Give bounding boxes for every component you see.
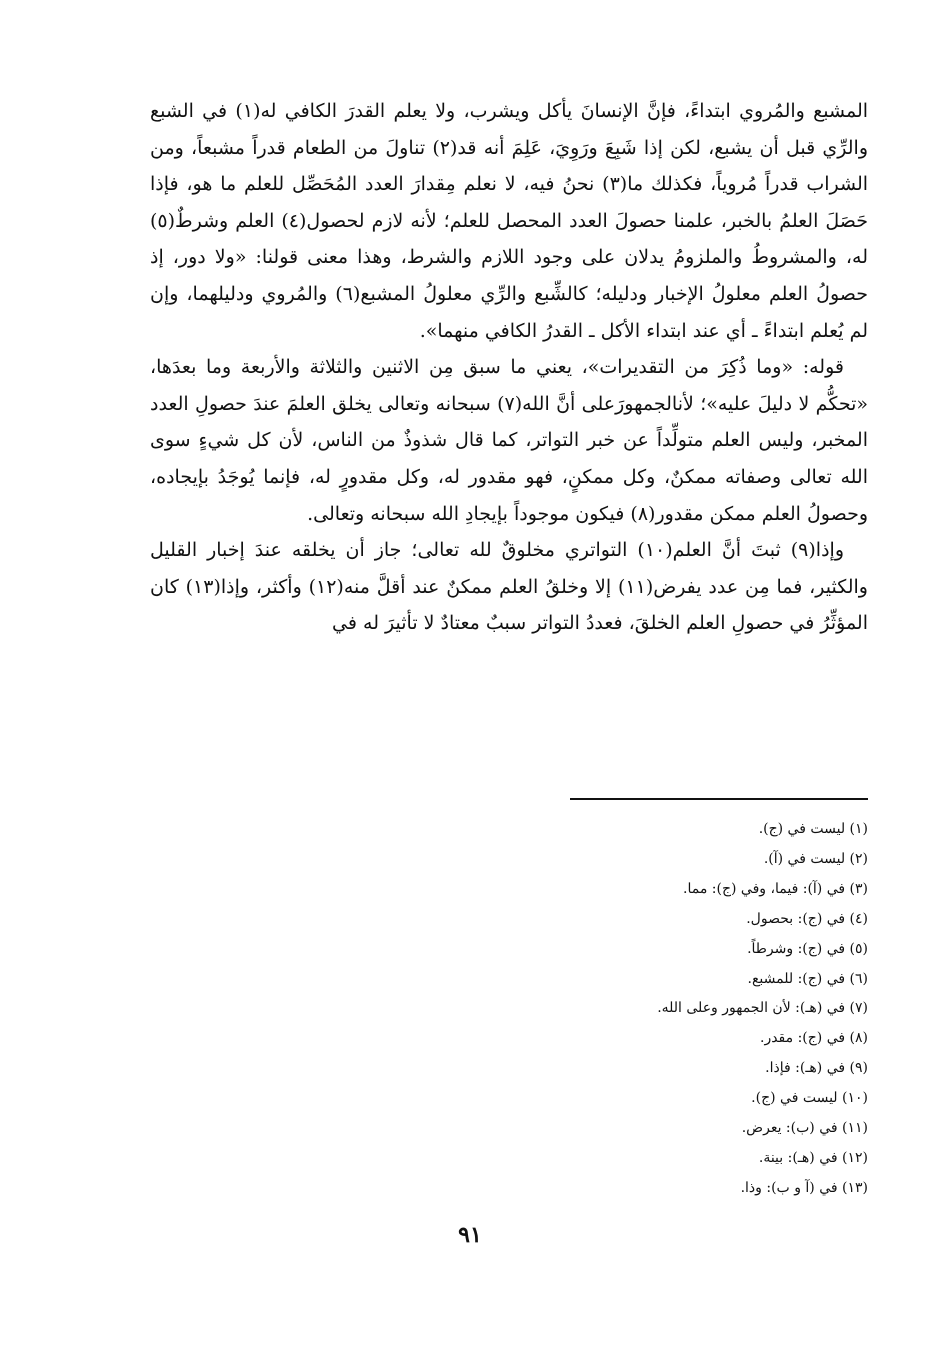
footnote: (٣) في (آ): فيما، وفي (ج): مما. <box>683 880 868 897</box>
footnotes <box>420 815 868 1204</box>
footnote: (١٢) في (هـ): بينة. <box>758 1149 868 1166</box>
paragraph: وإذا(٩) ثبتَ أنَّ العلم(١٠) التواتري مخلوقٌ لله تعالى؛ جاز أن يخلقه عندَ إخبار القليل والكثير، فما مِن عدد يفرض(١١) إلا وخلقُ العلم ممكنٌ عند أقلَّ منه(١٢) وأكثر، وإذا(١٣) كان المؤثِّرُ في حصولِ العلم الخلقَ، فعددُ التواتر سببٌ معتادٌ لا تأثيرَ له في <box>150 539 868 635</box>
paragraph: المشبع والمُروي ابتداءً، فإنَّ الإنسانَ يأكل ويشرب، ولا يعلم القدرَ الكافي له(١) في الشبع والرِّي قبل أن يشبع، لكن إذا شَبِعَ ورَوِيَ، عَلِمَ أنه قد(٢) تناولَ من الطعام قدراً مشبعاً، ومن الشراب قدراً مُروياً، فكذلك ما(٣) نحنُ فيه، لا نعلم مِقدارَ العدد المُحَصِّل للعلم ما هو، فإذا حَصَلَ العلمُ بالخبر، علمنا حصولَ العدد المحصل للعلم؛ لأنه لازم لحصول(٤) العلم وشرطٌ(٥) له، والمشروطُ والملزومُ يدلان على وجود اللازم والشرط، وهذا معنى قولنا: «ولا دور، إذ حصولُ العلم معلولُ الإخبار ودليله؛ كالشِّبع والرِّي معلولُ المشبع(٦) والمُروي ودليلهما، وإن لم يُعلم ابتداءً ـ أي عند ابتداء الأكل ـ القدرُ الكافي منهما». <box>150 100 869 342</box>
page-number: ٩١ <box>458 1222 482 1248</box>
main-text <box>150 93 868 642</box>
footnote: (٦) في (ج): للمشبع. <box>747 970 868 987</box>
footnote: (٨) في (ج): مقدر. <box>760 1030 868 1047</box>
footnote: (١٠) ليست في (ج). <box>751 1090 868 1107</box>
footnote-separator <box>570 798 868 800</box>
paragraph: قوله: «وما ذُكِرَ من التقديرات»، يعني ما سبق مِن الاثنين والثلاثة والأربعة وما بعدَها، «تحكُّم لا دليلَ عليه»؛ لأنالجمهورَعلى أنَّ الله(٧) سبحانه وتعالى يخلق العلمَ عندَ حصولِ العدد المخبر، وليس العلم متولِّداً عن خبر التواتر، كما قال شذوذٌ من الناس، لأن كل شيءٍ سوى الله تعالى وصفاته ممكنٌ، وكل ممكنٍ، فهو مقدور له، وكل مقدورٍ له، فإنما يُوجَدُ بإيجاده، وحصولُ العلم ممكن مقدور(٨) فيكون موجوداً بإيجادِ الله سبحانه وتعالى. <box>150 356 868 525</box>
footnote: (١) ليست في (ج). <box>758 821 868 837</box>
footnote: (١٣) في (آ و ب): وذا. <box>740 1179 868 1196</box>
footnote: (٤) في (ج): بحصول. <box>746 910 868 927</box>
footnote: (٧) في (هـ): لأن الجمهور وعلى الله. <box>657 1000 868 1017</box>
footnote: (١١) في (ب): يعرض. <box>741 1120 868 1137</box>
footnote: (٥) في (ج): وشرطاً. <box>747 940 868 957</box>
footnote: (٢) ليست في (آ). <box>763 850 868 867</box>
footnote: (٩) في (هـ): فإذا. <box>765 1060 868 1077</box>
